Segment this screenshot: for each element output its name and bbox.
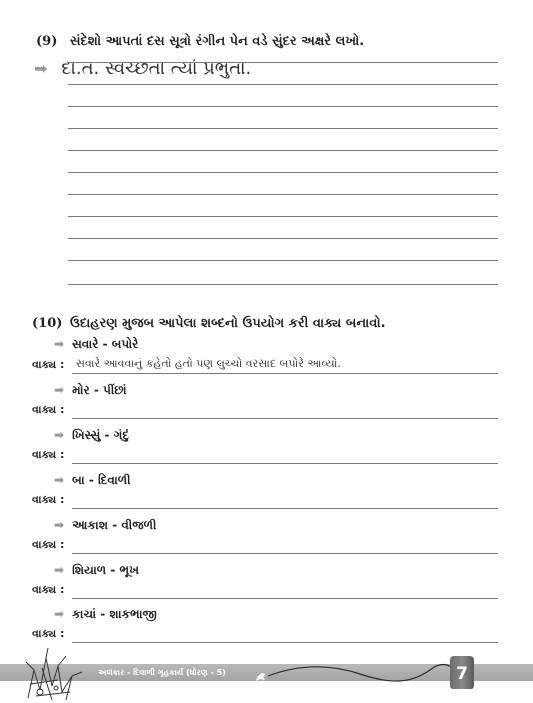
sentence-row	[32, 403, 498, 419]
sentence-label: વાક્ય :	[32, 358, 65, 371]
sentence-label: વાક્ય :	[32, 583, 65, 596]
word-pair	[54, 337, 138, 352]
sentence-line	[72, 598, 498, 599]
arrow-icon: ➡	[54, 473, 65, 487]
sentence-line	[72, 418, 498, 419]
sentence-line	[72, 373, 498, 374]
sentence-row	[32, 448, 498, 464]
arrow-icon: ➡	[34, 59, 48, 78]
word-pair	[54, 473, 131, 488]
word-pair-text: બા - દિવાળી	[72, 473, 131, 487]
writing-line	[68, 84, 498, 85]
question-9-number: (9)	[36, 34, 58, 49]
question-9-title	[36, 34, 364, 49]
word-pair	[54, 607, 157, 622]
sentence-row	[32, 538, 498, 554]
star-icon	[256, 673, 266, 681]
writing-line	[68, 194, 498, 195]
sentence-text: સવારે આવવાનું કહેતો હતો પણ લુચ્ચો વરસાદ બપોરે આવ્યો.	[76, 357, 341, 370]
writing-line	[68, 150, 498, 151]
word-pair	[54, 518, 156, 533]
page-number-cracker	[450, 656, 474, 689]
writing-line	[68, 216, 498, 217]
sentence-label: વાક્ય :	[32, 538, 65, 551]
sentence-label: વાક્ય :	[32, 403, 65, 416]
word-pair-text: આકાશ - વીજળી	[72, 518, 157, 532]
sentence-line	[72, 463, 498, 464]
word-pair-text: કાચાં - શાકભાજી	[72, 607, 157, 621]
example-motto: દા.ત. સ્વચ્છતા ત્યાં પ્રભુતા.	[61, 58, 252, 79]
word-pair	[54, 428, 129, 443]
sentence-row	[32, 583, 498, 599]
arrow-icon: ➡	[54, 607, 65, 621]
arrow-icon: ➡	[54, 383, 65, 397]
question-10-title	[32, 316, 386, 331]
word-pair-text: મોર - પીંછાં	[72, 383, 127, 397]
word-pair-text: શિયાળ - ભૂખ	[72, 563, 139, 577]
sentence-label: વાક્ય :	[32, 448, 65, 461]
sentence-label: વાક્ય :	[32, 493, 65, 506]
arrow-icon: ➡	[54, 428, 65, 442]
writing-line	[68, 172, 498, 173]
writing-line	[68, 128, 498, 129]
question-10-text: ઉદાહરણ મુજબ આપેલા શબ્દનો ઉપયોગ કરી વાક્ય બનાવો.	[70, 316, 386, 331]
question-9-text: સંદેશો આપતાં દસ સૂત્રો રંગીન પેન વડે સુંદર અક્ષરે લખો.	[70, 34, 365, 49]
sentence-label: વાક્ય :	[32, 627, 65, 640]
arrow-icon: ➡	[54, 337, 65, 351]
fuse-string	[268, 665, 452, 682]
writing-line	[68, 284, 498, 285]
sentence-line	[72, 508, 498, 509]
sentence-row	[32, 493, 498, 509]
word-pair-text: ખિસ્સું - ગંદું	[72, 428, 130, 442]
arrow-icon: ➡	[54, 563, 65, 577]
writing-line	[68, 260, 498, 261]
firework-sketch-icon	[26, 648, 82, 700]
writing-line	[68, 106, 498, 107]
writing-line	[68, 238, 498, 239]
word-pair	[54, 383, 127, 398]
arrow-icon: ➡	[54, 518, 65, 532]
page-number: 7	[456, 664, 468, 684]
word-pair	[54, 563, 139, 578]
footer-title: અલંકાર - દિવાળી ગૃહકાર્ય (ધોરણ - 5)	[98, 668, 226, 677]
sentence-row	[32, 358, 498, 374]
word-pair-text: સવારે - બપોરે	[72, 337, 139, 351]
sentence-line	[72, 553, 498, 554]
writing-line	[68, 62, 498, 63]
question-10-number: (10)	[32, 316, 63, 331]
